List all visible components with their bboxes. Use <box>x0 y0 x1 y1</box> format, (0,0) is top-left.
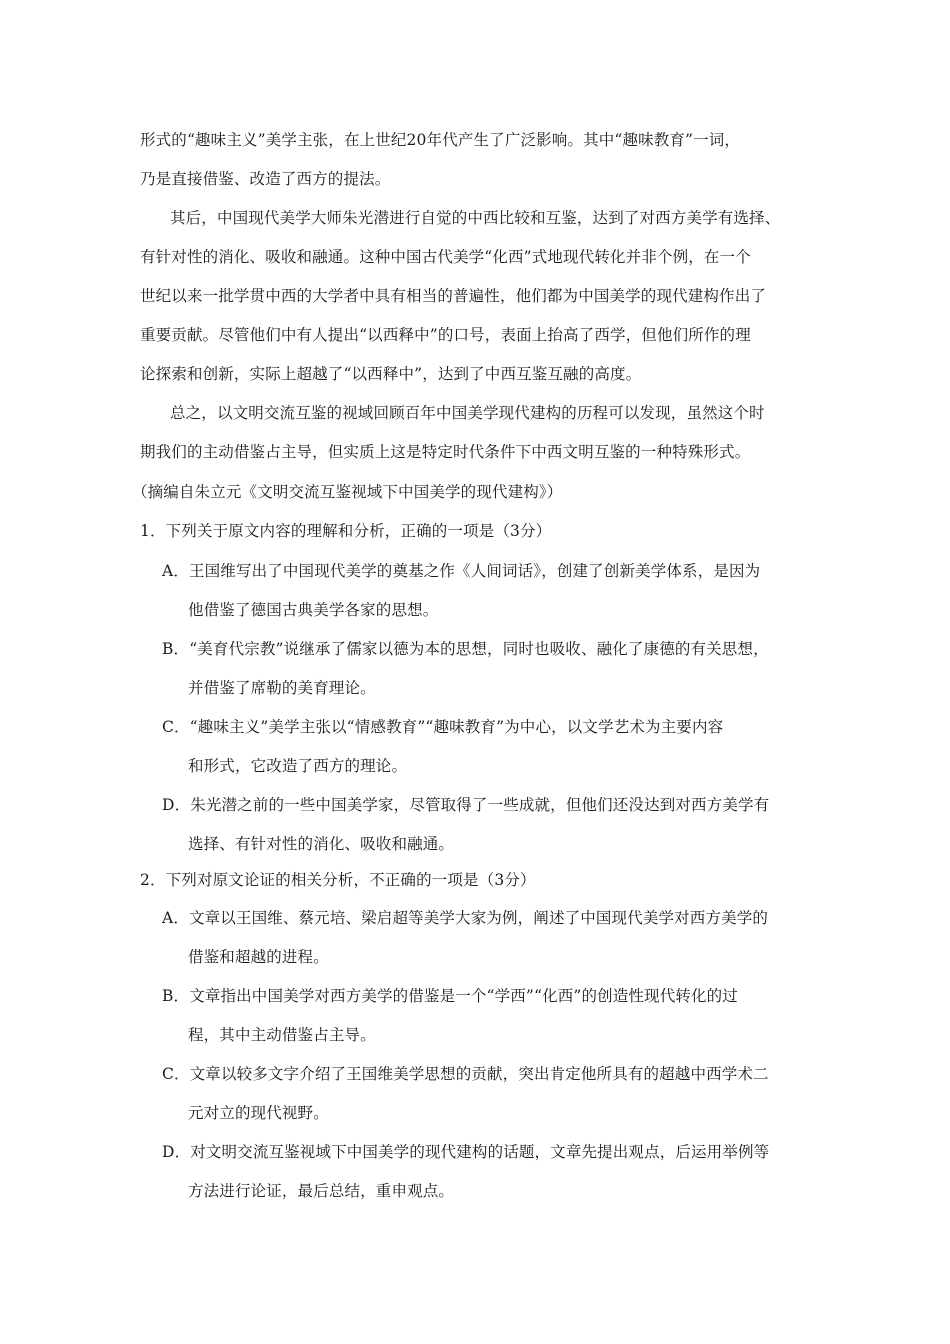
option-a: A．王国维写出了中国现代美学的奠基之作《人间词话》，创建了创新美学体系，是因为 <box>162 562 761 580</box>
option-a-cont: 借鉴和超越的进程。 <box>188 948 329 966</box>
passage-line: 形式的“趣味主义”美学主张，在上世纪20年代产生了广泛影响。其中“趣味教育”一词， <box>140 131 741 149</box>
option-c: C．“趣味主义”美学主张以“情感教育”“趣味教育”为中心，以文学艺术为主要内容 <box>162 718 724 736</box>
passage-source: （摘编自朱立元《文明交流互鉴视域下中国美学的现代建构》） <box>132 483 563 501</box>
option-b-cont: 并借鉴了席勒的美育理论。 <box>188 679 376 697</box>
option-d-cont: 选择、有针对性的消化、吸收和融通。 <box>188 835 455 853</box>
question-stem: 2．下列对原文论证的相关分析，不正确的一项是（3分） <box>140 871 536 889</box>
passage-line: 总之，以文明交流互鉴的视域回顾百年中国美学现代建构的历程可以发现，虽然这个时 <box>170 404 765 422</box>
passage-line: 乃是直接借鉴、改造了西方的提法。 <box>140 170 391 188</box>
question-stem: 1．下列关于原文内容的理解和分析，正确的一项是（3分） <box>140 522 552 540</box>
option-a: A．文章以王国维、蔡元培、梁启超等美学大家为例，阐述了中国现代美学对西方美学的 <box>162 909 769 927</box>
option-d: D．对文明交流互鉴视域下中国美学的现代建构的话题，文章先提出观点，后运用举例等 <box>162 1143 770 1161</box>
option-d: D．朱光潜之前的一些中国美学家，尽管取得了一些成就，但他们还没达到对西方美学有 <box>162 796 770 814</box>
passage-line: 期我们的主动借鉴占主导，但实质上这是特定时代条件下中西文明互鉴的一种特殊形式。 <box>140 443 751 461</box>
option-d-cont: 方法进行论证，最后总结，重申观点。 <box>188 1182 455 1200</box>
passage-line: 世纪以来一批学贯中西的大学者中具有相当的普遍性，他们都为中国美学的现代建构作出了 <box>140 287 767 305</box>
option-c-cont: 元对立的现代视野。 <box>188 1104 329 1122</box>
option-a-cont: 他借鉴了德国古典美学各家的思想。 <box>188 601 439 619</box>
option-b: B．“美育代宗教”说继承了儒家以德为本的思想，同时也吸收、融化了康德的有关思想， <box>162 640 769 658</box>
passage-line: 有针对性的消化、吸收和融通。这种中国古代美学“化西”式地现代转化并非个例，在一个 <box>140 248 751 266</box>
option-c-cont: 和形式，它改造了西方的理论。 <box>188 757 408 775</box>
passage-line: 论探索和创新，实际上超越了“以西释中”，达到了中西互鉴互融的高度。 <box>140 365 642 383</box>
passage-line: 其后，中国现代美学大师朱光潜进行自觉的中西比较和互鉴，达到了对西方美学有选择、 <box>170 209 781 227</box>
option-b-cont: 程，其中主动借鉴占主导。 <box>188 1026 376 1044</box>
option-b: B．文章指出中国美学对西方美学的借鉴是一个“学西”“化西”的创造性现代转化的过 <box>162 987 738 1005</box>
passage-line: 重要贡献。尽管他们中有人提出“以西释中”的口号，表面上抬高了西学，但他们所作的理 <box>140 326 751 344</box>
option-c: C．文章以较多文字介绍了王国维美学思想的贡献，突出肯定他所具有的超越中西学术二 <box>162 1065 769 1083</box>
